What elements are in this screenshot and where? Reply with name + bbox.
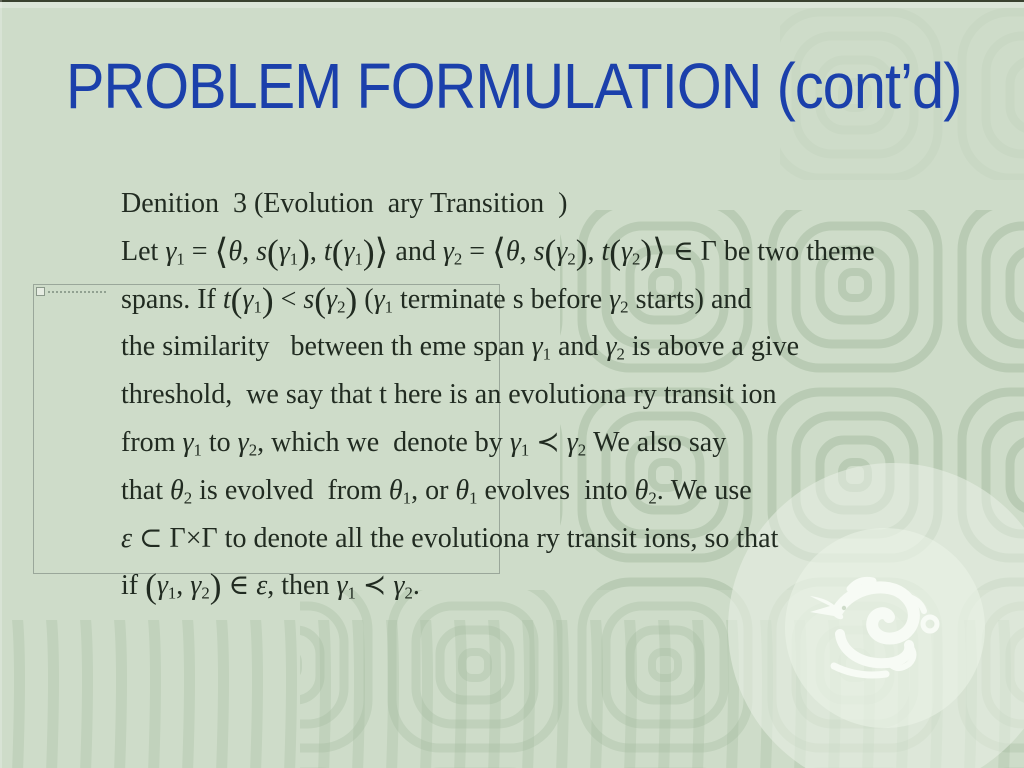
definition-line: threshold, we say that t here is an evolutiona ry transit ion <box>121 379 777 411</box>
definition-line: from $\gamma_1$ to $\gamma_2$, which we denote by $\gamma_1$ ≺ $\gamma_2$ We also say <box>121 426 727 460</box>
definition-line: ε ⊂ Γ×Γ to denote all the evolutiona ry transit ions, so that <box>121 522 779 554</box>
definition-line: if ($\gamma_1$, $\gamma_2$) ∈ ε, then $\gamma_1$ ≺ $\gamma_2$. <box>121 566 420 606</box>
definition-line: Let $\gamma_1$ = ⟨θ, $s(\gamma_1)$, $t(\gamma_1)⟩$ and $\gamma_2$ = ⟨θ, $s(\gamma_2)$, $t(\gamma_2)⟩$ ∈ Γ be two theme <box>121 232 875 272</box>
slide-title: PROBLEM FORMULATION (cont’d) <box>66 50 962 122</box>
slide-top-edge <box>0 0 1024 8</box>
definition-line: that $\theta_2$ is evolved from $\theta_1$, or $\theta_1$ evolves into $\theta_2$. We use <box>121 474 752 508</box>
placeholder-line-icon <box>48 291 106 293</box>
definition-line: Denition 3 (Evolution ary Transition ) <box>121 188 568 219</box>
definition-text <box>121 180 956 610</box>
definition-line: spans. If $t(\gamma_1) < s(\gamma_2)$ ($\gamma_1$ terminate s before $\gamma_2$ starts) and <box>121 280 752 320</box>
placeholder-square-icon <box>36 287 45 296</box>
slide-left-edge <box>0 0 2 768</box>
definition-line: the similarity between th eme span $\gamma_1$ and $\gamma_2$ is above a give <box>121 331 800 365</box>
embedded-object-placeholder-icon <box>36 287 106 296</box>
